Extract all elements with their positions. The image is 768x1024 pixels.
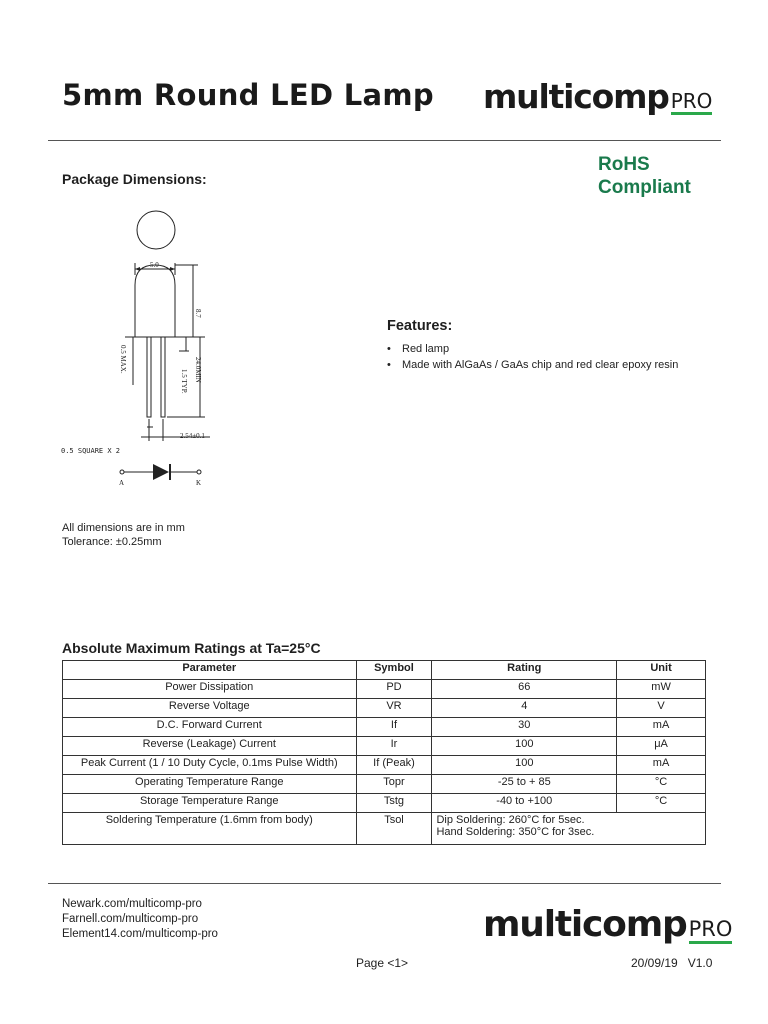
bullet-icon: •: [387, 359, 391, 371]
lead-anode: [147, 337, 151, 417]
cell-symbol: If (Peak): [356, 756, 432, 775]
cell-parameter: Soldering Temperature (1.6mm from body): [63, 813, 357, 845]
cell-rating: -40 to +100: [432, 794, 617, 813]
dim-lead-pitch: 2.54±0.1: [180, 432, 205, 440]
cell-symbol: VR: [356, 699, 432, 718]
lead-cathode: [161, 337, 165, 417]
feature-item: [387, 357, 678, 373]
note-tolerance: Tolerance: ±0.25mm: [62, 536, 162, 548]
logo-pro: PRO: [689, 919, 733, 944]
diode-bar: [169, 464, 171, 480]
dim-lead-offset: 0.5 MAX.: [119, 345, 127, 374]
feature-item: [387, 341, 678, 357]
cell-parameter: Reverse Voltage: [63, 699, 357, 718]
diode-triangle: [153, 464, 169, 480]
package-dimension-drawing: [55, 205, 225, 490]
cell-rating: 66: [432, 680, 617, 699]
column-header-unit: Unit: [617, 661, 706, 680]
cell-symbol: Topr: [356, 775, 432, 794]
cell-rating: -25 to + 85: [432, 775, 617, 794]
cell-unit: mA: [617, 756, 706, 775]
column-header-parameter: Parameter: [63, 661, 357, 680]
features-heading: Features:: [387, 318, 453, 334]
footer-link-element14[interactable]: Element14.com/multicomp-pro: [62, 928, 218, 940]
feature-text: Red lamp: [402, 343, 450, 355]
ratings-heading: Absolute Maximum Ratings at Ta=25°C: [62, 640, 321, 656]
feature-text: Made with AlGaAs / GaAs chip and red clear epoxy resin: [402, 359, 679, 371]
ratings-table: [62, 660, 706, 845]
cell-parameter: Storage Temperature Range: [63, 794, 357, 813]
table-row: [63, 794, 706, 813]
table-row: [63, 680, 706, 699]
cell-symbol: Ir: [356, 737, 432, 756]
dim-lead-square: 0.5 SQUARE X 2: [61, 447, 121, 455]
cell-parameter: Power Dissipation: [63, 680, 357, 699]
dim-body-width: 5.0: [150, 261, 159, 269]
dim-flange: 1.5 TYP.: [180, 369, 188, 394]
cell-rating: 100: [432, 756, 617, 775]
page-title: 5mm Round LED Lamp: [62, 78, 434, 112]
cell-unit: mA: [617, 718, 706, 737]
anode-label: A: [119, 479, 125, 487]
doc-date: 20/09/19: [631, 956, 678, 970]
table-row: [63, 737, 706, 756]
cathode-label: K: [196, 479, 202, 487]
column-header-rating: Rating: [432, 661, 617, 680]
lamp-body: [135, 265, 175, 337]
note-units: All dimensions are in mm: [62, 522, 185, 534]
doc-version: V1.0: [687, 956, 713, 970]
table-header-row: [63, 661, 706, 680]
footer-links: [62, 897, 218, 942]
cell-rating: 100: [432, 737, 617, 756]
cell-rating: 4: [432, 699, 617, 718]
brand-logo: [483, 77, 712, 116]
cell-unit: μA: [617, 737, 706, 756]
footer-link-newark[interactable]: Newark.com/multicomp-pro: [62, 898, 202, 910]
table-row: [63, 699, 706, 718]
cell-unit: °C: [617, 775, 706, 794]
cell-parameter: D.C. Forward Current: [63, 718, 357, 737]
rohs-line2: Compliant: [598, 177, 691, 198]
dimension-notes: [62, 521, 185, 549]
cell-unit: mW: [617, 680, 706, 699]
rohs-badge: [598, 153, 691, 199]
footer-link-farnell[interactable]: Farnell.com/multicomp-pro: [62, 913, 199, 925]
date-version: [631, 956, 712, 970]
page-number: Page <1>: [356, 956, 409, 970]
cell-parameter: Reverse (Leakage) Current: [63, 737, 357, 756]
bullet-icon: •: [387, 343, 391, 355]
cell-soldering-rating: [432, 813, 706, 845]
cell-rating: 30: [432, 718, 617, 737]
dim-lead-length: 24.0MIN: [194, 357, 202, 383]
table-row: [63, 775, 706, 794]
cell-symbol: If: [356, 718, 432, 737]
cell-parameter: Operating Temperature Range: [63, 775, 357, 794]
footer-brand-logo: [483, 904, 732, 945]
package-dimensions-heading: Package Dimensions:: [62, 171, 207, 187]
rohs-line1: RoHS: [598, 154, 650, 175]
logo-pro: PRO: [670, 89, 713, 113]
footer-divider: [48, 883, 721, 884]
table-row: [63, 718, 706, 737]
header-divider: [48, 140, 721, 141]
soldering-hand: Hand Soldering: 350°C for 3sec.: [436, 826, 595, 838]
logo-wordmark: multicomp: [483, 904, 687, 945]
cell-unit: °C: [617, 794, 706, 813]
cell-parameter: Peak Current (1 / 10 Duty Cycle, 0.1ms Pulse Width): [63, 756, 357, 775]
soldering-dip: Dip Soldering: 260°C for 5sec.: [436, 814, 585, 826]
cell-symbol: Tsol: [356, 813, 432, 845]
cell-symbol: Tstg: [356, 794, 432, 813]
cell-symbol: PD: [356, 680, 432, 699]
table-row-soldering: [63, 813, 706, 845]
cell-unit: V: [617, 699, 706, 718]
dim-body-height: 8.7: [194, 309, 202, 318]
lamp-top-view: [137, 211, 175, 249]
table-row: [63, 756, 706, 775]
column-header-symbol: Symbol: [356, 661, 432, 680]
features-list: [387, 341, 678, 373]
logo-wordmark: multicomp: [483, 77, 669, 116]
